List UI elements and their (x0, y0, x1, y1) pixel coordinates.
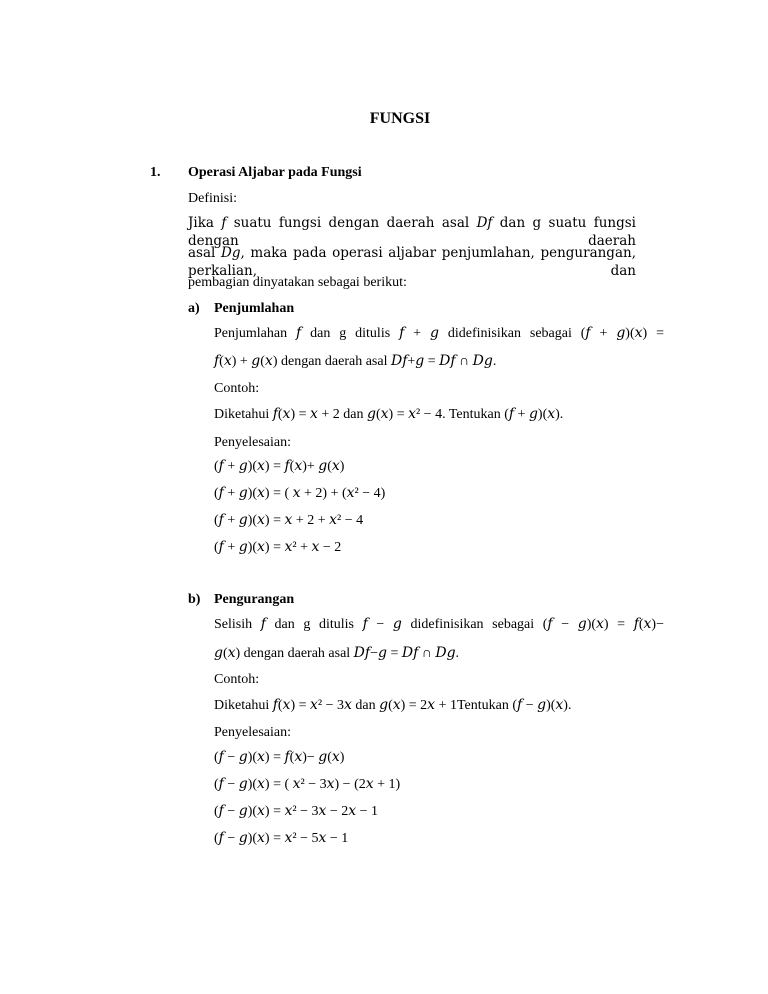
part-a-penyelesaian-label: Penyelesaian: (214, 435, 291, 450)
part-b-step: (𝑓 − 𝑔)(𝑥) = 𝑥² − 3𝑥 − 2𝑥 − 1 (214, 804, 379, 819)
part-a-step: (𝑓 + 𝑔)(𝑥) = ( 𝑥 + 2) + (𝑥² − 4) (214, 486, 386, 501)
part-a-heading: Penjumlahan (214, 301, 295, 316)
intro-line: pembagian dinyatakan sebagai berikut: (188, 275, 407, 290)
part-a-step: (𝑓 + 𝑔)(𝑥) = 𝑥² + 𝑥 − 2 (214, 540, 342, 555)
part-a-contoh-label: Contoh: (214, 381, 260, 396)
section-heading: Operasi Aljabar pada Fungsi (188, 165, 362, 180)
part-b-step: (𝑓 − 𝑔)(𝑥) = 𝑥² − 5𝑥 − 1 (214, 831, 349, 846)
part-a-letter: a) (188, 301, 200, 316)
part-a-step: (𝑓 + 𝑔)(𝑥) = 𝑓(𝑥)+ 𝑔(𝑥) (214, 459, 345, 474)
part-b-step: (𝑓 − 𝑔)(𝑥) = ( 𝑥² − 3𝑥) − (2𝑥 + 1) (214, 777, 401, 792)
part-a-definition-line: Penjumlahan 𝑓 dan g ditulis 𝑓 + 𝑔 didefinisikan sebagai (𝑓 + 𝑔)(𝑥) = (214, 326, 664, 341)
definition-label: Definisi: (188, 191, 237, 206)
part-b-letter: b) (188, 592, 201, 607)
section-number: 1. (150, 165, 161, 180)
part-b-penyelesaian-label: Penyelesaian: (214, 725, 291, 740)
part-a-example: Diketahui 𝑓(𝑥) = 𝑥 + 2 dan 𝑔(𝑥) = 𝑥² − 4. Tentukan (𝑓 + 𝑔)(𝑥). (214, 407, 564, 422)
part-a-definition-line: 𝑓(𝑥) + 𝑔(𝑥) dengan daerah asal 𝐷𝑓+𝑔 = 𝐷𝑓 ∩ 𝐷𝑔. (214, 354, 497, 369)
part-a-step: (𝑓 + 𝑔)(𝑥) = 𝑥 + 2 + 𝑥² − 4 (214, 513, 364, 528)
part-b-heading: Pengurangan (214, 592, 295, 607)
intro-line: asal 𝐷𝑔, maka pada operasi aljabar penjumlahan, pengurangan, perkalian, dan (188, 245, 636, 279)
part-b-definition-line: Selisih 𝑓 dan g ditulis 𝑓 − 𝑔 didefinisikan sebagai (𝑓 − 𝑔)(𝑥) = 𝑓(𝑥)− (214, 617, 664, 632)
part-b-example: Diketahui 𝑓(𝑥) = 𝑥² − 3𝑥 dan 𝑔(𝑥) = 2𝑥 + 1Tentukan (𝑓 − 𝑔)(𝑥). (214, 698, 572, 713)
page-title: FUNGSI (369, 110, 431, 127)
part-b-contoh-label: Contoh: (214, 672, 260, 687)
intro-line: Jika 𝑓 suatu fungsi dengan daerah asal 𝐷𝑓 dan g suatu fungsi dengan daerah (188, 215, 636, 249)
part-b-step: (𝑓 − 𝑔)(𝑥) = 𝑓(𝑥)− 𝑔(𝑥) (214, 750, 345, 765)
part-b-definition-line: 𝑔(𝑥) dengan daerah asal 𝐷𝑓−𝑔 = 𝐷𝑓 ∩ 𝐷𝑔. (214, 646, 460, 661)
